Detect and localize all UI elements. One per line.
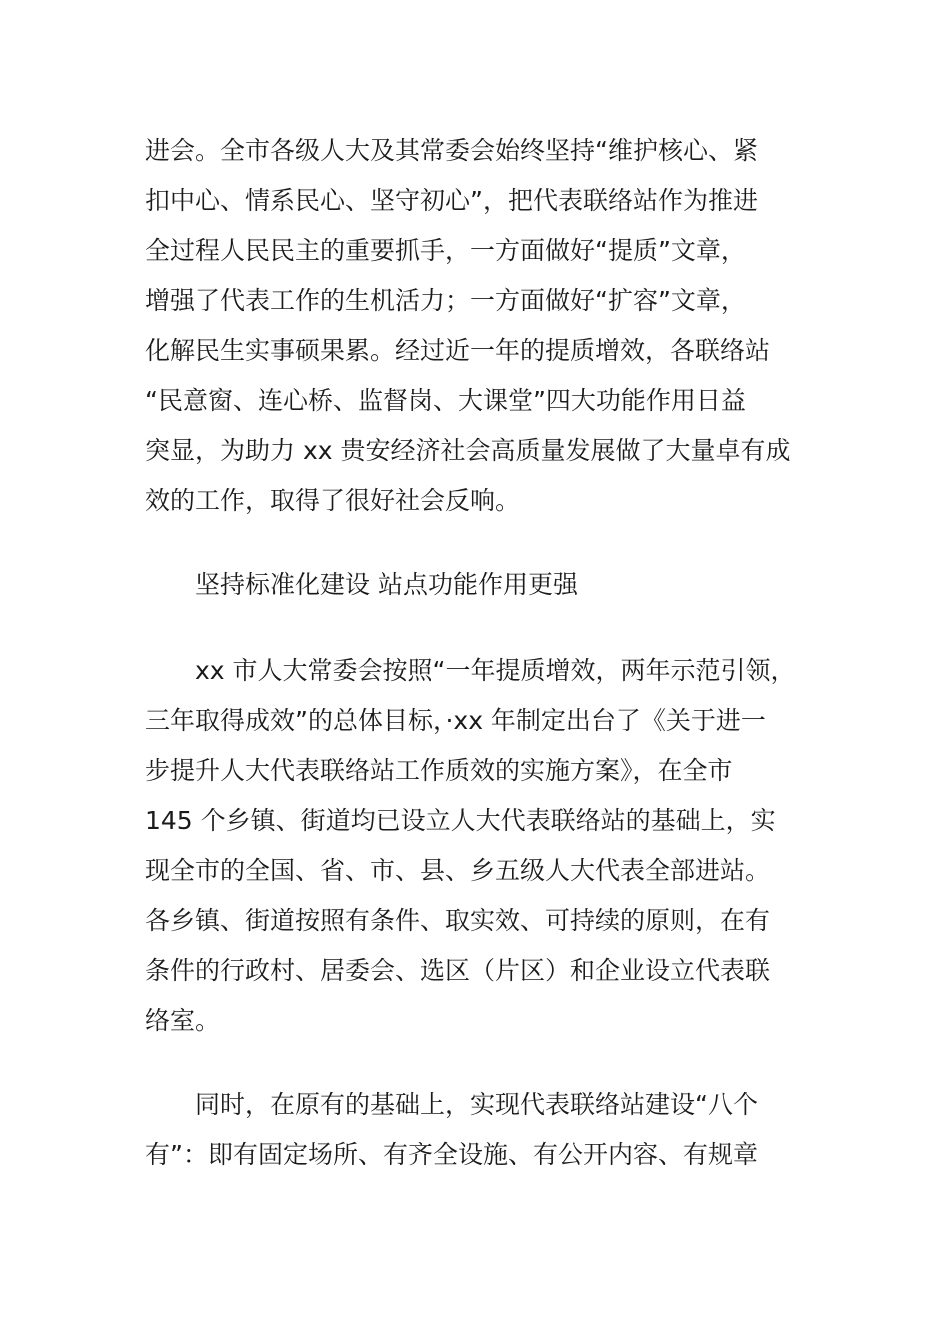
text-line: 全过程人民民主的重要抓手，一方面做好“提质”文章， — [145, 236, 746, 265]
text-line: 条件的行政村、居委会、选区（片区）和企业设立代表联 — [145, 956, 771, 985]
text-line: 络室。 — [145, 1006, 221, 1035]
text-line: 步提升人大代表联络站工作质效的实施方案》，在全市 — [145, 756, 733, 785]
text-line: 扣中心、情系民心、坚守初心”，把代表联络站作为推进 — [145, 186, 758, 215]
text-line: 突显，为助力 xx 贵安经济社会高质量发展做了大量卓有成 — [145, 436, 791, 465]
section-heading — [145, 560, 825, 610]
text-line: 各乡镇、街道按照有条件、取实效、可持续的原则，在有 — [145, 906, 771, 935]
text-line: 效的工作，取得了很好社会反响。 — [145, 486, 521, 515]
paragraph-eight-haves — [145, 1080, 825, 1180]
text-line: 增强了代表工作的生机活力；一方面做好“扩容”文章， — [145, 286, 746, 315]
text-line: xx 市人大常委会按照“一年提质增效，两年示范引领， — [195, 656, 796, 685]
text-line: 145 个乡镇、街道均已设立人大代表联络站的基础上，实 — [145, 806, 776, 835]
text-line: 有”：即有固定场所、有齐全设施、有公开内容、有规章 — [145, 1140, 758, 1169]
text-line: “民意窗、连心桥、监督岗、大课堂”四大功能作用日益 — [145, 386, 746, 415]
text-line: 进会。全市各级人大及其常委会始终坚持“维护核心、紧 — [145, 136, 758, 165]
text-line: 现全市的全国、省、市、县、乡五级人大代表全部进站。 — [145, 856, 771, 885]
text-line: 化解民生实事硕果累。经过近一年的提质增效，各联络站 — [145, 336, 771, 365]
section-heading-text: 坚持标准化建设 站点功能作用更强 — [195, 570, 578, 599]
text-line: 同时，在原有的基础上，实现代表联络站建设“八个 — [195, 1090, 758, 1119]
paragraph-standardization — [145, 646, 825, 1046]
paragraph-intro — [145, 126, 825, 526]
text-line: 三年取得成效”的总体目标，·xx 年制定出台了《关于进一 — [145, 706, 766, 735]
